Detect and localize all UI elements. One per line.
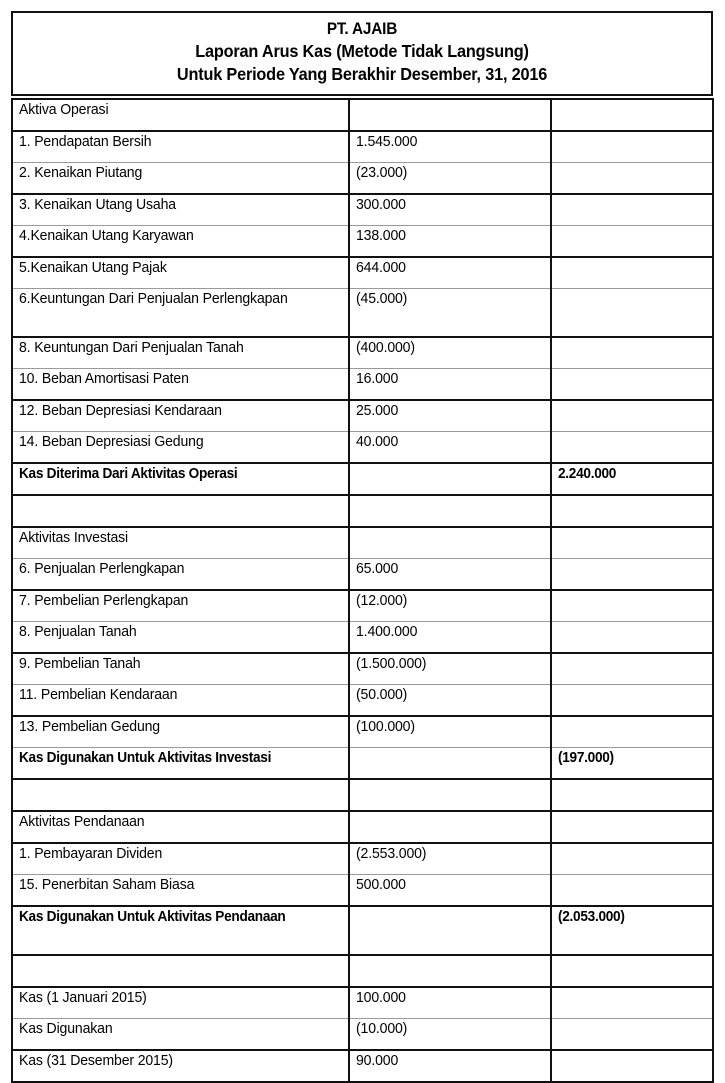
cell-total bbox=[551, 257, 713, 289]
cell-text: 300.000 bbox=[356, 196, 406, 213]
cell-description bbox=[12, 590, 349, 622]
cell-description bbox=[12, 1018, 349, 1050]
cell-text: (2.553.000) bbox=[356, 845, 427, 862]
cell-text: Kas Digunakan bbox=[19, 1020, 113, 1037]
cell-text: Aktivitas Pendanaan bbox=[19, 813, 145, 830]
cell-text: 644.000 bbox=[356, 259, 406, 276]
cell-total bbox=[551, 1018, 713, 1050]
cell-description bbox=[12, 368, 349, 400]
table-row bbox=[12, 987, 713, 1019]
table-row-section bbox=[12, 99, 713, 131]
cell-total bbox=[551, 99, 713, 131]
cell-amount bbox=[349, 1050, 551, 1082]
cell-text: (12.000) bbox=[356, 592, 408, 609]
table-row-section bbox=[12, 527, 713, 559]
cell-amount bbox=[349, 99, 551, 131]
cell-total bbox=[551, 955, 713, 987]
cell-text: (100.000) bbox=[356, 718, 415, 735]
cell-total bbox=[551, 463, 713, 495]
cell-description bbox=[12, 987, 349, 1019]
cell-amount bbox=[349, 955, 551, 987]
cell-amount bbox=[349, 495, 551, 527]
cell-description bbox=[12, 843, 349, 875]
table-row bbox=[12, 194, 713, 226]
cell-amount bbox=[349, 225, 551, 257]
table-row bbox=[12, 590, 713, 622]
table-row bbox=[12, 162, 713, 194]
table-row bbox=[12, 874, 713, 906]
table-row bbox=[12, 1018, 713, 1050]
cash-flow-table bbox=[11, 98, 714, 1083]
cell-text: 90.000 bbox=[356, 1052, 399, 1069]
cell-text: 65.000 bbox=[356, 560, 399, 577]
table-row bbox=[12, 1050, 713, 1082]
cell-description bbox=[12, 653, 349, 685]
cell-text: 6.Keuntungan Dari Penjualan Perlengkapan bbox=[19, 290, 288, 307]
statement-title: Laporan Arus Kas (Metode Tidak Langsung) bbox=[195, 41, 529, 62]
cell-amount bbox=[349, 653, 551, 685]
table-row-spacer bbox=[12, 495, 713, 527]
cell-text: 8. Penjualan Tanah bbox=[19, 623, 137, 640]
cell-text: (45.000) bbox=[356, 290, 408, 307]
table-row bbox=[12, 368, 713, 400]
table-row bbox=[12, 400, 713, 432]
cell-amount bbox=[349, 1018, 551, 1050]
cell-text: (50.000) bbox=[356, 686, 408, 703]
cell-description bbox=[12, 337, 349, 369]
cell-total bbox=[551, 590, 713, 622]
cell-text: (2.053.000) bbox=[558, 908, 625, 925]
table-row-total bbox=[12, 463, 713, 495]
cell-total bbox=[551, 716, 713, 748]
cell-description bbox=[12, 131, 349, 163]
cell-description bbox=[12, 162, 349, 194]
cell-amount bbox=[349, 368, 551, 400]
table-row bbox=[12, 558, 713, 590]
cell-description bbox=[12, 1050, 349, 1082]
cell-amount bbox=[349, 747, 551, 779]
cell-amount bbox=[349, 716, 551, 748]
cell-text: 100.000 bbox=[356, 989, 406, 1006]
cell-text: 1. Pendapatan Bersih bbox=[19, 133, 152, 150]
cell-amount bbox=[349, 779, 551, 811]
cell-text: 7. Pembelian Perlengkapan bbox=[19, 592, 189, 609]
statement-header bbox=[11, 11, 713, 96]
cell-text: 6. Penjualan Perlengkapan bbox=[19, 560, 185, 577]
cell-text: Kas (1 Januari 2015) bbox=[19, 989, 147, 1006]
cell-text: 11. Pembelian Kendaraan bbox=[19, 686, 178, 703]
cell-description bbox=[12, 194, 349, 226]
cell-description bbox=[12, 621, 349, 653]
cell-description bbox=[12, 257, 349, 289]
cell-text: 138.000 bbox=[356, 227, 406, 244]
cell-total bbox=[551, 495, 713, 527]
cell-text: Kas Diterima Dari Aktivitas Operasi bbox=[19, 465, 238, 482]
cell-total bbox=[551, 527, 713, 559]
cell-amount bbox=[349, 463, 551, 495]
cell-total bbox=[551, 621, 713, 653]
cell-amount bbox=[349, 131, 551, 163]
cell-total bbox=[551, 431, 713, 463]
cell-amount bbox=[349, 906, 551, 955]
table-row bbox=[12, 131, 713, 163]
cell-description bbox=[12, 400, 349, 432]
cell-text: 1.400.000 bbox=[356, 623, 418, 640]
cell-total bbox=[551, 1050, 713, 1082]
cell-description bbox=[12, 874, 349, 906]
table-row bbox=[12, 337, 713, 369]
cell-text: 12. Beban Depresiasi Kendaraan bbox=[19, 402, 222, 419]
cell-total bbox=[551, 162, 713, 194]
cell-description bbox=[12, 716, 349, 748]
cell-total bbox=[551, 194, 713, 226]
cell-description bbox=[12, 747, 349, 779]
cell-text: 14. Beban Depresiasi Gedung bbox=[19, 433, 204, 450]
cell-total bbox=[551, 987, 713, 1019]
table-row bbox=[12, 257, 713, 289]
cell-total bbox=[551, 225, 713, 257]
cell-text: 1.545.000 bbox=[356, 133, 418, 150]
cash-flow-table-body bbox=[12, 99, 713, 1082]
cell-text: 15. Penerbitan Saham Biasa bbox=[19, 876, 195, 893]
cell-text: 1. Pembayaran Dividen bbox=[19, 845, 163, 862]
table-row-section bbox=[12, 811, 713, 843]
cell-amount bbox=[349, 590, 551, 622]
cell-text: (10.000) bbox=[356, 1020, 408, 1037]
cell-text: Kas Digunakan Untuk Aktivitas Investasi bbox=[19, 749, 272, 766]
cell-amount bbox=[349, 288, 551, 337]
cell-text: 5.Kenaikan Utang Pajak bbox=[19, 259, 167, 276]
table-row-spacer bbox=[12, 955, 713, 987]
cell-description bbox=[12, 288, 349, 337]
cell-amount bbox=[349, 162, 551, 194]
table-row bbox=[12, 621, 713, 653]
cell-text: Kas Digunakan Untuk Aktivitas Pendanaan bbox=[19, 908, 286, 925]
cell-description bbox=[12, 463, 349, 495]
cell-amount bbox=[349, 811, 551, 843]
table-row-total bbox=[12, 747, 713, 779]
cell-total bbox=[551, 747, 713, 779]
cell-total bbox=[551, 558, 713, 590]
cell-description bbox=[12, 495, 349, 527]
table-row bbox=[12, 225, 713, 257]
cell-total bbox=[551, 368, 713, 400]
cell-amount bbox=[349, 684, 551, 716]
cell-text: 3. Kenaikan Utang Usaha bbox=[19, 196, 176, 213]
cell-amount bbox=[349, 194, 551, 226]
company-name: PT. AJAIB bbox=[326, 20, 398, 38]
table-row-total bbox=[12, 906, 713, 955]
cell-amount bbox=[349, 621, 551, 653]
cell-text: 40.000 bbox=[356, 433, 399, 450]
cell-description bbox=[12, 558, 349, 590]
table-row bbox=[12, 843, 713, 875]
cell-description bbox=[12, 779, 349, 811]
cell-amount bbox=[349, 843, 551, 875]
table-row bbox=[12, 653, 713, 685]
cell-text: 2. Kenaikan Piutang bbox=[19, 164, 143, 181]
cell-amount bbox=[349, 257, 551, 289]
cell-text: 500.000 bbox=[356, 876, 406, 893]
cell-text: Kas (31 Desember 2015) bbox=[19, 1052, 173, 1069]
cell-description bbox=[12, 225, 349, 257]
cell-total bbox=[551, 843, 713, 875]
table-row-spacer bbox=[12, 779, 713, 811]
cell-total bbox=[551, 337, 713, 369]
cell-description bbox=[12, 527, 349, 559]
cell-amount bbox=[349, 874, 551, 906]
table-row bbox=[12, 716, 713, 748]
cell-total bbox=[551, 288, 713, 337]
cell-text: 25.000 bbox=[356, 402, 399, 419]
table-row bbox=[12, 684, 713, 716]
cell-amount bbox=[349, 527, 551, 559]
table-row bbox=[12, 431, 713, 463]
cell-total bbox=[551, 653, 713, 685]
cell-total bbox=[551, 779, 713, 811]
cell-text: (197.000) bbox=[558, 749, 614, 766]
cell-amount bbox=[349, 400, 551, 432]
cell-description bbox=[12, 955, 349, 987]
table-row bbox=[12, 288, 713, 337]
cell-total bbox=[551, 684, 713, 716]
cell-description bbox=[12, 99, 349, 131]
cell-description bbox=[12, 684, 349, 716]
cell-description bbox=[12, 906, 349, 955]
cell-text: (23.000) bbox=[356, 164, 408, 181]
cell-total bbox=[551, 131, 713, 163]
cell-total bbox=[551, 906, 713, 955]
cell-text: 10. Beban Amortisasi Paten bbox=[19, 370, 189, 387]
cell-text: Aktivitas Investasi bbox=[19, 529, 129, 546]
cell-amount bbox=[349, 337, 551, 369]
cell-total bbox=[551, 400, 713, 432]
cell-text: 8. Keuntungan Dari Penjualan Tanah bbox=[19, 339, 244, 356]
cell-description bbox=[12, 811, 349, 843]
cell-amount bbox=[349, 431, 551, 463]
cell-text: (1.500.000) bbox=[356, 655, 427, 672]
cell-text: 13. Pembelian Gedung bbox=[19, 718, 160, 735]
cell-total bbox=[551, 811, 713, 843]
cell-text: (400.000) bbox=[356, 339, 415, 356]
cell-amount bbox=[349, 987, 551, 1019]
cell-description bbox=[12, 431, 349, 463]
cell-amount bbox=[349, 558, 551, 590]
cell-text: Aktiva Operasi bbox=[19, 101, 109, 118]
cell-text: 4.Kenaikan Utang Karyawan bbox=[19, 227, 194, 244]
cell-text: 2.240.000 bbox=[558, 465, 617, 482]
cell-text: 9. Pembelian Tanah bbox=[19, 655, 141, 672]
statement-period: Untuk Periode Yang Berakhir Desember, 31, 2016 bbox=[176, 64, 548, 85]
cell-text: 16.000 bbox=[356, 370, 399, 387]
cell-total bbox=[551, 874, 713, 906]
